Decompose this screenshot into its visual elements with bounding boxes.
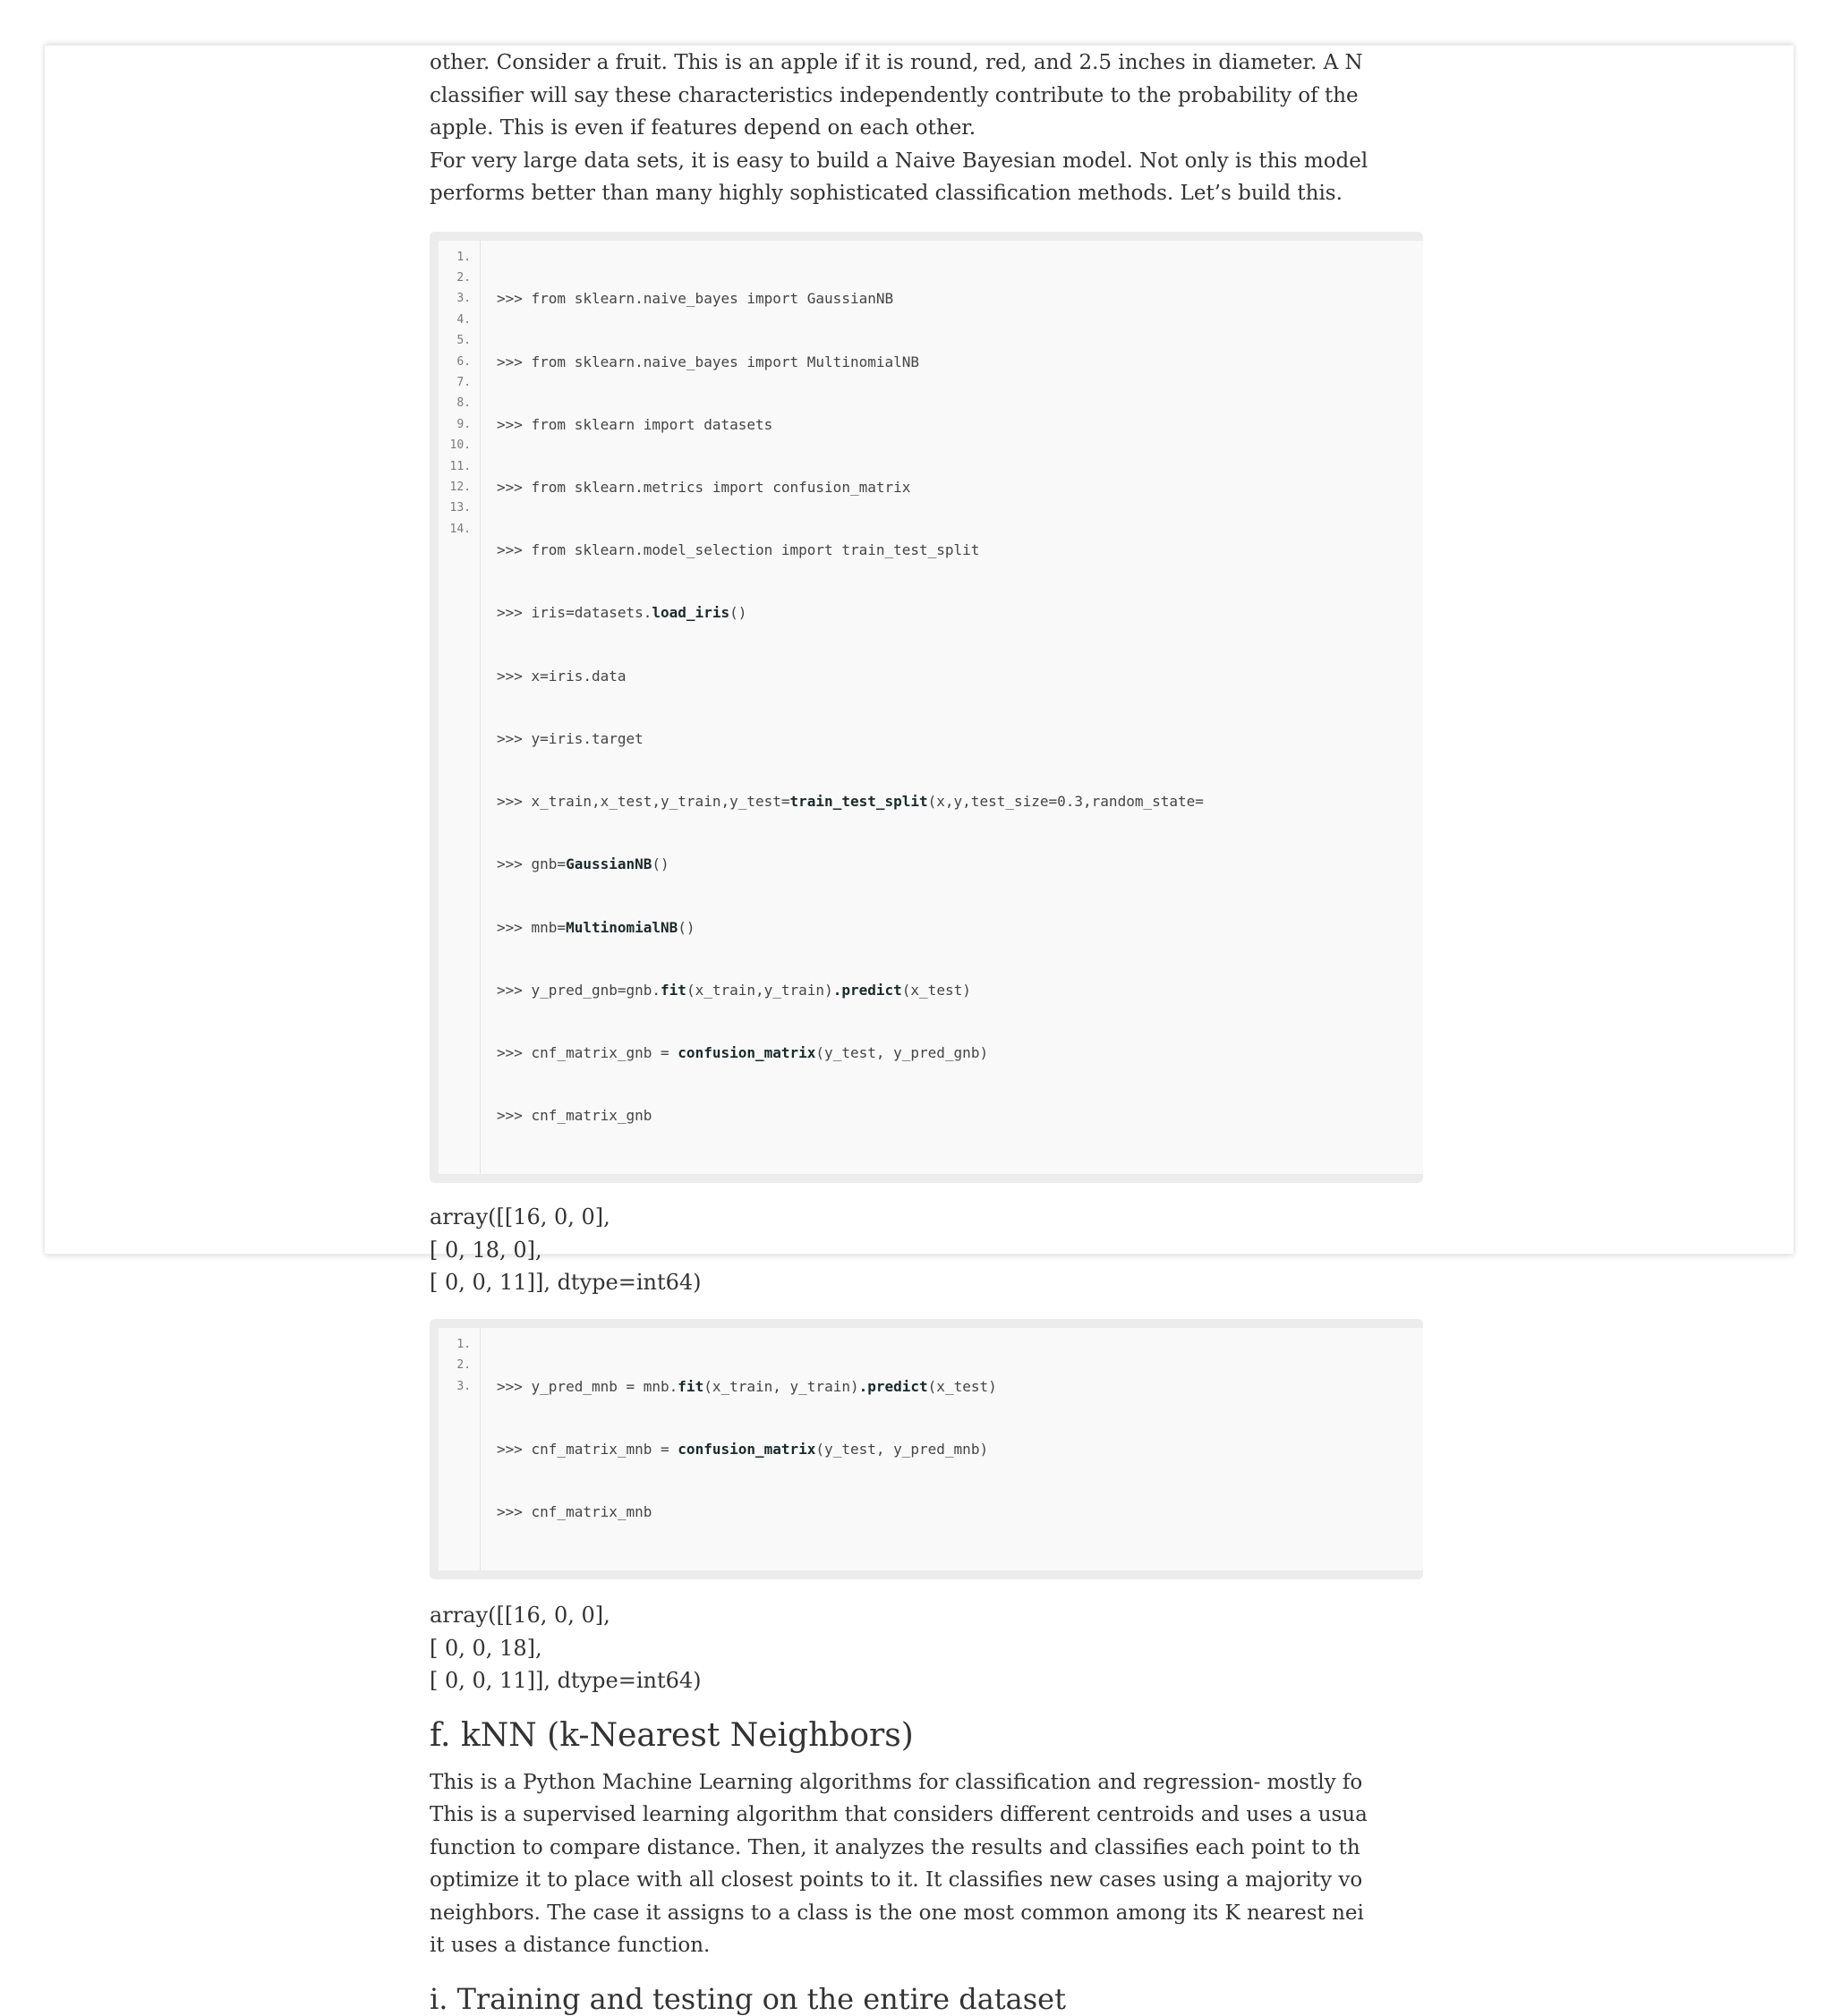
code-line: >>> mnb=MultinomialNB() bbox=[497, 918, 695, 936]
line-number: 14. bbox=[449, 522, 471, 536]
line-number: 8. bbox=[456, 396, 471, 411]
line-number: 1. bbox=[456, 250, 471, 264]
line-number-gutter bbox=[439, 241, 481, 1175]
line-number-gutter bbox=[439, 1328, 481, 1570]
code-block-multinomial[interactable] bbox=[430, 1319, 1423, 1579]
code-lines[interactable] bbox=[481, 241, 1204, 1175]
line-number: 6. bbox=[456, 354, 471, 369]
code-line: >>> from sklearn.metrics import confusion_matrix bbox=[497, 478, 911, 496]
line-number: 13. bbox=[449, 501, 471, 515]
code-line: >>> x=iris.data bbox=[497, 667, 627, 685]
code-line: >>> from sklearn.model_selection import train_test_split bbox=[497, 541, 980, 559]
line-number: 11. bbox=[449, 459, 471, 473]
code-line: >>> y_pred_mnb = mnb.fit(x_train, y_train).predict(x_test) bbox=[497, 1377, 997, 1395]
code-line: >>> from sklearn.naive_bayes import GaussianNB bbox=[497, 290, 894, 308]
naive-bayes-paragraph bbox=[430, 47, 1368, 210]
line-number: 1. bbox=[456, 1337, 471, 1351]
code-lines[interactable] bbox=[481, 1328, 997, 1570]
code-line: >>> gnb=GaussianNB() bbox=[497, 855, 669, 873]
paragraph-line: This is a Python Machine Learning algorithms for classification and regression- mostly fo bbox=[430, 1770, 1363, 1794]
paragraph-line: other. Consider a fruit. This is an apple if it is round, red, and 2.5 inches in diameter. A N bbox=[430, 51, 1363, 74]
code-line: >>> cnf_matrix_mnb = confusion_matrix(y_test, y_pred_mnb) bbox=[497, 1440, 989, 1458]
line-number: 2. bbox=[456, 1358, 471, 1373]
code-block-naive-bayes[interactable] bbox=[430, 232, 1423, 1184]
mnb-confusion-matrix-output bbox=[430, 1599, 1247, 1697]
paragraph-line: classifier will say these characteristics independently contribute to the probability of the bbox=[430, 83, 1359, 107]
line-number: 10. bbox=[449, 438, 471, 453]
code-line: >>> x_train,x_test,y_train,y_test=train_test_split(x,y,test_size=0.3,random_state= bbox=[497, 793, 1204, 811]
code-line: >>> from sklearn import datasets bbox=[497, 415, 773, 433]
gnb-confusion-matrix-output bbox=[430, 1201, 1247, 1299]
paragraph-line: it uses a distance function. bbox=[430, 1934, 711, 1958]
knn-heading: f. kNN (k-Nearest Neighbors) bbox=[430, 1716, 914, 1754]
knn-paragraph bbox=[430, 1766, 1368, 1962]
line-number: 5. bbox=[456, 334, 471, 348]
output-line: [ 0, 18, 0], bbox=[430, 1237, 542, 1263]
line-number: 9. bbox=[456, 417, 471, 431]
line-number: 12. bbox=[449, 480, 471, 494]
paragraph-line: performs better than many highly sophisticated classification methods. Let’s build this. bbox=[430, 182, 1343, 205]
training-testing-heading: i. Training and testing on the entire dataset bbox=[430, 1981, 1066, 2016]
paragraph-line: optimize it to place with all closest points to it. It classifies new cases using a majority vo bbox=[430, 1868, 1363, 1893]
line-number: 3. bbox=[456, 1379, 471, 1393]
paragraph-line: apple. This is even if features depend on each other. bbox=[430, 116, 976, 140]
output-line: [ 0, 0, 18], bbox=[430, 1635, 542, 1661]
code-line: >>> cnf_matrix_mnb bbox=[497, 1503, 652, 1521]
line-number: 3. bbox=[456, 292, 471, 306]
output-line: array([[16, 0, 0], bbox=[430, 1603, 610, 1629]
line-number: 4. bbox=[456, 312, 471, 327]
output-line: array([[16, 0, 0], bbox=[430, 1204, 610, 1230]
line-number: 7. bbox=[456, 375, 471, 389]
paragraph-line: function to compare distance. Then, it analyzes the results and classifies each point to th bbox=[430, 1835, 1360, 1859]
code-line: >>> y_pred_gnb=gnb.fit(x_train,y_train).predict(x_test) bbox=[497, 981, 971, 999]
paragraph-line: This is a supervised learning algorithm that considers different centroids and uses a usua bbox=[430, 1803, 1368, 1827]
paragraph-line: neighbors. The case it assigns to a class is the one most common among its K nearest nei bbox=[430, 1901, 1364, 1925]
article-content bbox=[430, 45, 1368, 2016]
code-line: >>> from sklearn.naive_bayes import MultinomialNB bbox=[497, 353, 920, 370]
output-line: [ 0, 0, 11]], dtype=int64) bbox=[430, 1668, 702, 1694]
code-line: >>> iris=datasets.load_iris() bbox=[497, 604, 747, 622]
code-line: >>> y=iris.target bbox=[497, 729, 644, 747]
paragraph-line: For very large data sets, it is easy to build a Naive Bayesian model. Not only is this model bbox=[430, 149, 1368, 173]
code-line: >>> cnf_matrix_gnb bbox=[497, 1107, 652, 1125]
code-line: >>> cnf_matrix_gnb = confusion_matrix(y_test, y_pred_gnb) bbox=[497, 1043, 989, 1061]
output-line: [ 0, 0, 11]], dtype=int64) bbox=[430, 1270, 702, 1296]
line-number: 2. bbox=[456, 270, 471, 285]
